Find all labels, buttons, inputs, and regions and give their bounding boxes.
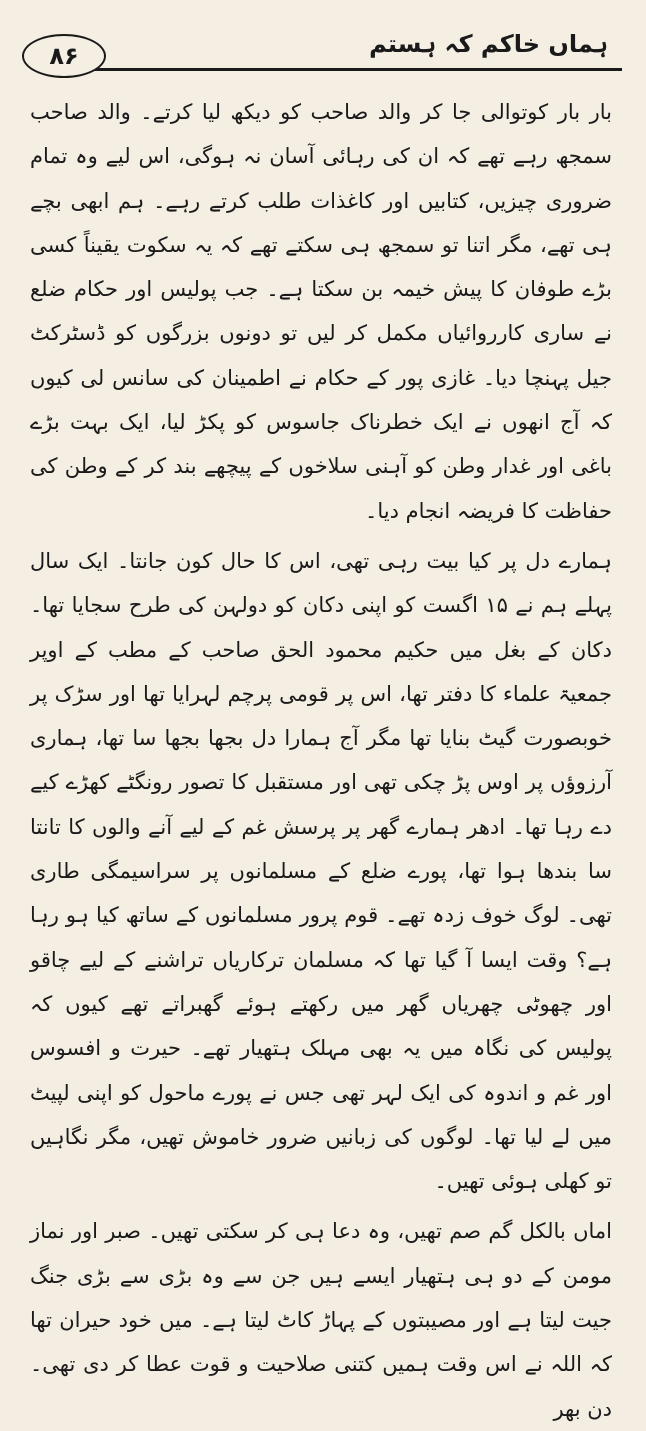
paragraph-2: ہمارے دل پر کیا بیت رہی تھی، اس کا حال کون جانتا۔ ایک سال پہلے ہم نے ۱۵ اگست کو اپنی دکان کو دولہن کی طرح سجایا تھا۔ دکان کے بغل میں حکیم محمود الحق صاحب کے مطب کے اوپر جمعیۃ علماء کا دفتر تھا، اس پر قومی پرچم لہرایا تھا اور سڑک پر خوبصورت گیٹ بنایا تھا مگر آج ہمارا دل بجھا بجھا سا تھا، ہماری آرزوؤں پر اوس پڑ چکی تھی اور مستقبل کا تصور رونگٹے کھڑے کیے دے رہا تھا۔ ادھر ہمارے گھر پر پرسش غم کے لیے آنے والوں کا تانتا سا بندھا ہوا تھا، پورے ضلع کے مسلمانوں پر سراسیمگی طاری تھی۔ لوگ خوف زدہ تھے۔ قوم پرور مسلمانوں کے ساتھ کیا ہو رہا ہے؟ وقت ایسا آ گیا تھا کہ مسلمان ترکاریاں تراشنے کے لیے چاقو اور چھوٹی چھریاں گھر میں رکھتے ہوئے گھبراتے تھے کیوں کہ پولیس کی نگاہ میں یہ بھی مہلک ہتھیار تھے۔ حیرت و افسوس اور غم و اندوہ کی ایک لہر تھی جس نے پورے ماحول کو اپنی لپیٹ میں لے لیا تھا۔ لوگوں کی زبانیں ضرور خاموش تھیں، مگر نگاہیں تو کھلی ہوئی تھیں۔ [30, 548, 612, 1194]
paragraph-3: اماں بالکل گم صم تھیں، وہ دعا ہی کر سکتی تھیں۔ صبر اور نماز مومن کے دو ہی ہتھیار ایسے ہیں جن سے وہ بڑی سے بڑی جنگ جیت لیتا ہے اور مصیبتوں کے پہاڑ کاٹ لیتا ہے۔ میں خود حیران تھا کہ اللہ نے اس وقت ہمیں کتنی صلاحیت و قوت عطا کر دی تھی۔ دن بھر [30, 1219, 612, 1421]
page-header [22, 28, 622, 88]
paragraph-1: بار بار کوتوالی جا کر والد صاحب کو دیکھ لیا کرتے۔ والد صاحب سمجھ رہے تھے کہ ان کی رہائی آسان نہ ہوگی، اس لیے وہ تمام ضروری چیزیں، کتابیں اور کاغذات طلب کرتے رہے۔ ہم ابھی بچے ہی تھے، مگر اتنا تو سمجھ ہی سکتے تھے کہ یہ سکوت یقیناً کسی بڑے طوفان کا پیش خیمہ بن سکتا ہے۔ جب پولیس اور حکام ضلع نے ساری کارروائیاں مکمل کر لیں تو دونوں بزرگوں کو ڈسٹرکٹ جیل پہنچا دیا۔ غازی پور کے حکام نے اطمینان کی سانس لی کیوں کہ آج انھوں نے ایک خطرناک جاسوس کو پکڑ لیا، ایک بہت بڑے باغی اور غدار وطن کو آہنی سلاخوں کے پیچھے بند کر کے وطن کی حفاظت کا فریضہ انجام دیا۔ [30, 100, 612, 523]
running-title: ہماں خاکم کہ ہستم [369, 30, 608, 58]
header-rule [82, 68, 622, 71]
page-number: ۸۶ [22, 34, 106, 78]
body-text [30, 90, 612, 1431]
